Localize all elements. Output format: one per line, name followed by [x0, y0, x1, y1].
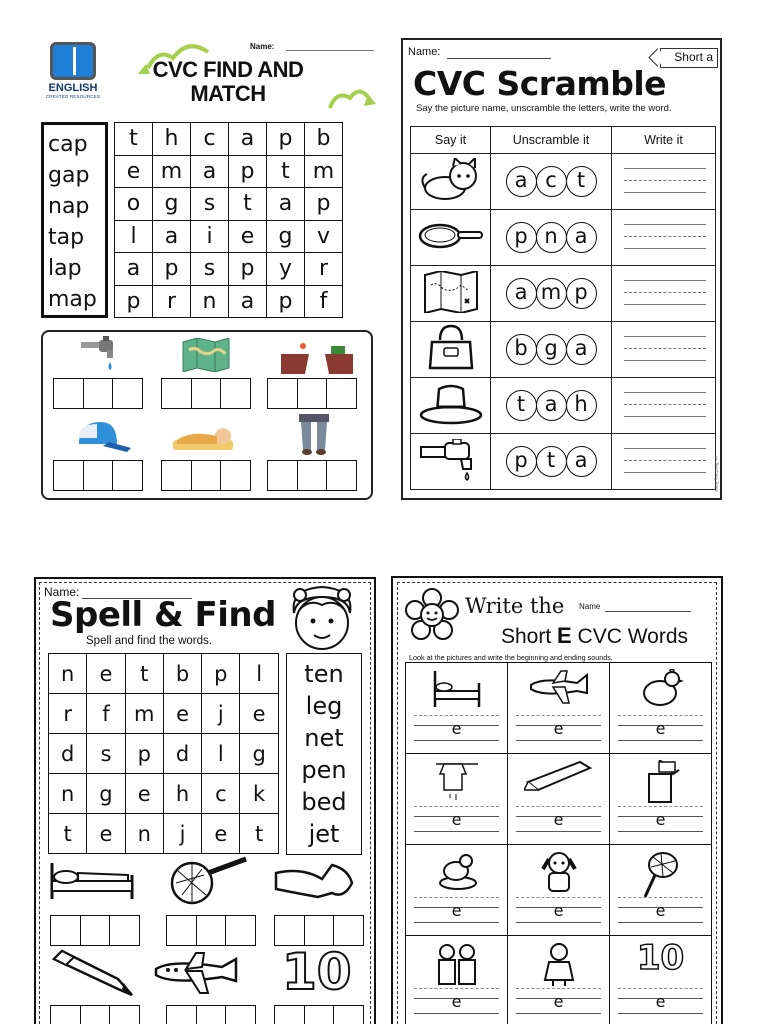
header-unscramble-it: Unscramble it [491, 127, 612, 154]
credit: © Teaching Trove [714, 456, 719, 492]
scrambled-letter: a [566, 334, 597, 365]
cvc-scramble-worksheet [401, 38, 722, 500]
scrambled-letter: t [566, 166, 597, 197]
answer-boxes[interactable] [52, 1005, 140, 1024]
scrambled-letter: h [566, 390, 597, 421]
grid-letter[interactable]: d [49, 734, 87, 774]
boy-face-icon [282, 583, 362, 655]
cat-icon [419, 187, 483, 206]
vowel-letter: e [655, 901, 666, 920]
scrambled-letter: g [536, 334, 567, 365]
write-lines[interactable] [414, 715, 499, 741]
grid-letter[interactable]: y [267, 253, 305, 286]
write-lines[interactable] [516, 806, 601, 832]
name-line[interactable] [605, 611, 691, 612]
table-row [411, 266, 716, 322]
picture-cell[interactable] [610, 663, 712, 754]
grid-letter[interactable]: e [202, 814, 240, 854]
grid-letter[interactable]: t [125, 654, 163, 694]
vowel-letter: e [655, 719, 666, 738]
grid-letter[interactable]: p [229, 155, 267, 188]
word-item: tap [48, 225, 85, 250]
grid-letter[interactable]: b [163, 654, 201, 694]
scrambled-letter: a [506, 166, 537, 197]
gap-icon [281, 340, 353, 374]
answer-boxes[interactable] [269, 460, 357, 491]
tap-icon [79, 336, 121, 374]
vowel-letter: e [451, 901, 462, 920]
table-row [411, 154, 716, 210]
subtitle: Spell and find the words. [86, 635, 212, 647]
grid-letter[interactable]: p [125, 734, 163, 774]
word-item: jet [308, 820, 340, 848]
table-row [411, 434, 716, 490]
vowel-letter: e [553, 992, 564, 1011]
grid-letter[interactable]: e [240, 694, 278, 734]
picture-cell[interactable] [406, 663, 508, 754]
grid-letter[interactable]: e [163, 694, 201, 734]
grid-letter[interactable]: t [229, 188, 267, 221]
scrambled-letter: m [536, 278, 567, 309]
ten-icon: 10 [636, 938, 685, 978]
write-lines[interactable] [516, 897, 601, 923]
grid-letter[interactable]: p [267, 123, 305, 156]
name-label: Name [579, 602, 601, 611]
scrambled-letter: a [566, 222, 597, 253]
title-line-2: Short E CVC Words [501, 623, 689, 648]
answer-boxes[interactable] [168, 915, 256, 946]
vowel-letter: e [655, 810, 666, 829]
word-search-grid [48, 653, 279, 854]
grid-letter[interactable]: i [191, 220, 229, 253]
name-label: Name: [44, 585, 80, 599]
picture-cell[interactable] [508, 936, 610, 1024]
vowel-letter: e [553, 901, 564, 920]
tap-icon [419, 466, 483, 485]
scramble-table [410, 126, 716, 490]
picture-cell[interactable] [406, 936, 508, 1024]
answer-boxes[interactable] [168, 1005, 256, 1024]
pan-icon [418, 236, 484, 255]
cap-icon [73, 420, 131, 454]
grid-letter[interactable]: a [267, 188, 305, 221]
write-it-field[interactable] [612, 266, 716, 322]
word-item: bed [301, 788, 347, 816]
grid-letter[interactable]: t [240, 814, 278, 854]
answer-boxes[interactable] [276, 915, 364, 946]
grid-letter[interactable]: p [153, 253, 191, 286]
grid-letter[interactable]: a [191, 155, 229, 188]
write-lines[interactable] [618, 806, 703, 832]
grid-letter[interactable]: m [305, 155, 343, 188]
write-lines[interactable] [414, 897, 499, 923]
instructions: Look at the pictures and write the beginning and ending sounds. [409, 653, 613, 662]
scrambled-letter: c [536, 166, 567, 197]
word-item: net [304, 724, 344, 752]
leg-icon [272, 863, 356, 903]
grid-letter[interactable]: e [87, 814, 125, 854]
header-write-it: Write it [612, 127, 716, 154]
grid-letter[interactable]: p [115, 285, 153, 318]
answer-boxes[interactable] [276, 1005, 364, 1024]
vowel-letter: e [553, 719, 564, 738]
grid-letter[interactable]: p [229, 253, 267, 286]
picture-cell[interactable] [610, 754, 712, 845]
grid-letter[interactable]: f [87, 694, 125, 734]
nap-icon [171, 422, 237, 454]
write-lines[interactable] [618, 715, 703, 741]
grid-letter[interactable]: t [267, 155, 305, 188]
picture-match-area [41, 330, 373, 500]
picture-grid [405, 662, 712, 1024]
grid-letter[interactable]: n [49, 774, 87, 814]
vowel-letter: e [451, 992, 462, 1011]
grid-letter[interactable]: d [163, 734, 201, 774]
write-it-field[interactable] [612, 210, 716, 266]
grid-letter[interactable]: b [305, 123, 343, 156]
grid-letter[interactable]: t [49, 814, 87, 854]
name-line[interactable] [286, 50, 374, 51]
name-line[interactable] [447, 58, 551, 59]
write-it-field[interactable] [612, 154, 716, 210]
answer-boxes[interactable] [55, 378, 143, 409]
name-label: Name: [250, 42, 275, 51]
book-icon [50, 42, 96, 80]
grid-letter[interactable]: j [202, 694, 240, 734]
jet-icon [152, 951, 240, 997]
grid-letter[interactable]: r [305, 253, 343, 286]
grid-letter[interactable]: s [191, 253, 229, 286]
picture-cell[interactable] [610, 845, 712, 936]
picture-cell[interactable] [406, 754, 508, 845]
header-say-it: Say it [411, 127, 491, 154]
worksheet-title: CVC Scramble [413, 64, 667, 103]
net-icon [168, 855, 248, 907]
write-lines[interactable] [516, 715, 601, 741]
scrambled-letter: p [566, 278, 597, 309]
word-item: nap [48, 194, 90, 219]
grid-letter[interactable]: e [115, 155, 153, 188]
grid-letter[interactable]: e [87, 654, 125, 694]
answer-boxes[interactable] [163, 378, 251, 409]
short-a-tag: Short a [660, 48, 718, 68]
grid-letter[interactable]: n [191, 285, 229, 318]
instructions: Say the picture name, unscramble the letters, write the word. [416, 103, 672, 114]
lap-icon [297, 414, 331, 458]
scrambled-letter: a [536, 390, 567, 421]
vowel-letter: e [451, 810, 462, 829]
grid-letter[interactable]: o [115, 188, 153, 221]
write-lines[interactable] [414, 806, 499, 832]
grid-letter[interactable]: a [153, 220, 191, 253]
grid-letter[interactable]: c [191, 123, 229, 156]
map-icon [421, 298, 481, 317]
word-item: lap [48, 256, 82, 281]
grid-letter[interactable]: m [153, 155, 191, 188]
scrambled-letter: a [506, 278, 537, 309]
grid-letter[interactable]: n [49, 654, 87, 694]
word-list [286, 653, 362, 855]
scrambled-letter: t [536, 446, 567, 477]
vowel-letter: e [553, 810, 564, 829]
write-lines[interactable] [516, 988, 601, 1014]
grid-letter[interactable]: a [229, 285, 267, 318]
map-icon [181, 338, 231, 372]
grid-letter[interactable]: r [153, 285, 191, 318]
grid-letter[interactable]: l [115, 220, 153, 253]
answer-boxes[interactable] [52, 915, 140, 946]
grid-letter[interactable]: e [229, 220, 267, 253]
scrambled-letter: t [506, 390, 537, 421]
title-line-1: Write the [465, 594, 565, 618]
grid-letter[interactable]: t [115, 123, 153, 156]
write-lines[interactable] [414, 988, 499, 1014]
picture-cell[interactable] [508, 663, 610, 754]
grid-letter[interactable]: n [125, 814, 163, 854]
write-it-field[interactable] [612, 322, 716, 378]
grid-letter[interactable]: r [49, 694, 87, 734]
grid-letter[interactable]: s [87, 734, 125, 774]
grid-letter[interactable]: a [229, 123, 267, 156]
scrambled-letter: n [536, 222, 567, 253]
spell-and-find-worksheet [34, 577, 376, 1024]
worksheet-title: Spell & Find [50, 595, 276, 635]
write-it-field[interactable] [612, 378, 716, 434]
grid-letter[interactable]: m [125, 694, 163, 734]
name-label: Name: [408, 46, 441, 58]
grid-letter[interactable]: f [305, 285, 343, 318]
grid-letter[interactable]: p [267, 285, 305, 318]
grid-letter[interactable]: s [191, 188, 229, 221]
grid-letter[interactable]: v [305, 220, 343, 253]
grid-letter[interactable]: g [153, 188, 191, 221]
ten-icon: 10 [282, 943, 352, 1001]
grid-letter[interactable]: h [163, 774, 201, 814]
word-item: leg [305, 692, 343, 720]
scrambled-letter: p [506, 446, 537, 477]
worksheet-title: CVC FIND AND MATCH [152, 57, 304, 106]
scrambled-letter: a [566, 446, 597, 477]
grid-letter[interactable]: j [163, 814, 201, 854]
picture-cell[interactable] [610, 936, 712, 1024]
picture-cell[interactable] [508, 845, 610, 936]
write-lines[interactable] [618, 988, 703, 1014]
pen-icon [48, 949, 136, 999]
grid-letter[interactable]: p [305, 188, 343, 221]
write-lines[interactable] [618, 897, 703, 923]
grid-letter[interactable]: l [240, 654, 278, 694]
scrambled-letter: b [506, 334, 537, 365]
word-item: pen [301, 756, 347, 784]
write-it-field[interactable] [612, 434, 716, 490]
table-row [411, 210, 716, 266]
grid-letter[interactable]: g [240, 734, 278, 774]
scrambled-letter: p [506, 222, 537, 253]
answer-boxes[interactable] [269, 378, 357, 409]
flower-icon [405, 588, 459, 642]
cvc-find-match-worksheet [38, 38, 376, 503]
picture-cell[interactable] [508, 754, 610, 845]
grid-letter[interactable]: l [202, 734, 240, 774]
vowel-letter: e [451, 719, 462, 738]
table-row [411, 378, 716, 434]
grid-letter[interactable]: h [153, 123, 191, 156]
grid-letter[interactable]: g [267, 220, 305, 253]
word-search-grid [114, 122, 343, 318]
grid-letter[interactable]: c [202, 774, 240, 814]
grid-letter[interactable]: e [125, 774, 163, 814]
hat-icon [419, 410, 483, 429]
word-item: cap [48, 132, 88, 157]
grid-letter[interactable]: a [115, 253, 153, 286]
picture-cell[interactable] [406, 845, 508, 936]
bag-icon [426, 357, 476, 376]
grid-letter[interactable]: g [87, 774, 125, 814]
short-e-cvc-worksheet [391, 576, 723, 1024]
brand-logo: ENGLISH CREATED RESOURCES [42, 42, 104, 110]
bed-icon [48, 859, 136, 901]
grid-letter[interactable]: p [202, 654, 240, 694]
vowel-letter: e [655, 992, 666, 1011]
grid-letter[interactable]: k [240, 774, 278, 814]
answer-boxes[interactable] [55, 460, 143, 491]
word-list [41, 122, 108, 318]
word-item: map [48, 287, 97, 312]
word-item: gap [48, 163, 90, 188]
word-item: ten [304, 660, 344, 688]
table-row [411, 322, 716, 378]
answer-boxes[interactable] [163, 460, 251, 491]
